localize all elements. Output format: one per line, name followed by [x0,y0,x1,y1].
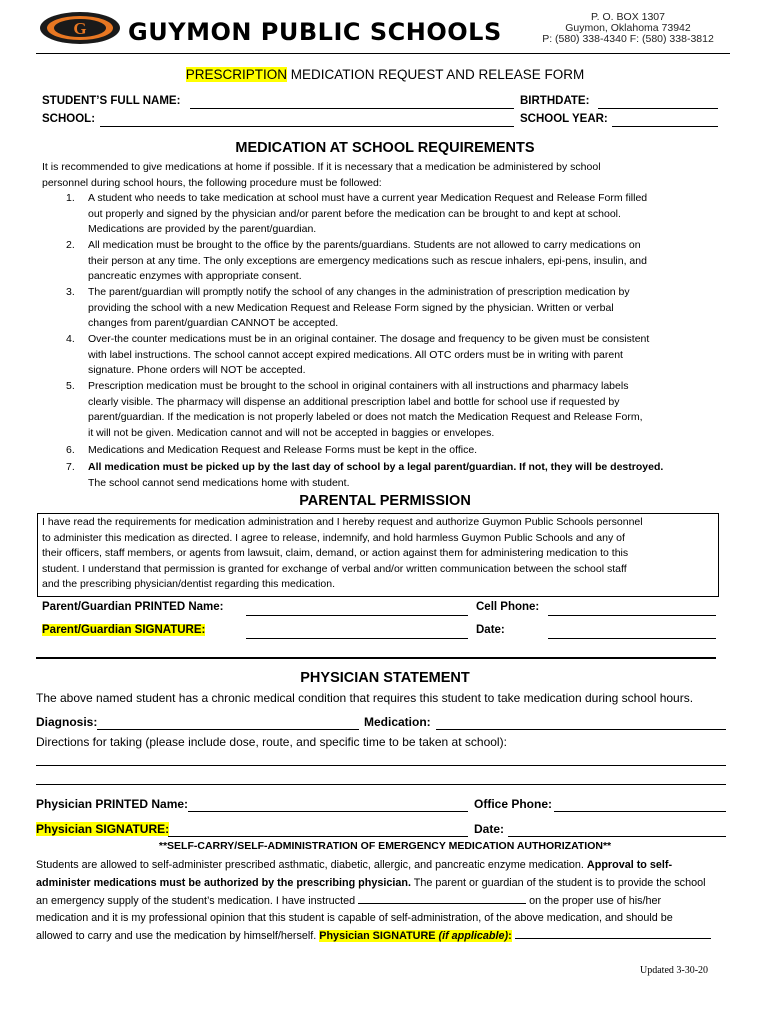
self-carry-text [36,857,736,946]
requirement-5 [42,379,742,441]
if-applicable-text: (if applicable) [435,930,509,943]
parent-signature-field[interactable] [246,638,468,639]
item-line: parent/guardian. If the medication is not properly labeled or does not match the Medication Request and Release Form, [88,411,643,423]
item-line: The parent/guardian will promptly notify the school of any changes in the administration of prescription medication by [88,286,630,298]
form-title [0,67,770,82]
address-line-3: P: (580) 338-4340 F: (580) 338-3812 [542,33,714,45]
item-line: Medications and Medication Request and Release Forms must be kept in the office. [88,444,478,456]
item-line: Prescription medication must be brought to the school in original containers with all instructions and pharmacy labels [88,380,629,392]
requirement-2 [42,238,742,285]
birthdate-field[interactable] [598,108,718,109]
self-carry-text-run: on the proper use of his/her [529,894,662,907]
medication-field[interactable] [436,729,726,730]
permission-line: their officers, staff members, or agents from lawsuit, claim, demand, or action against them for administering medication to this [42,547,629,559]
school-name: GUYMON PUBLIC SCHOOLS [128,18,502,46]
self-carry-signature-field[interactable] [515,938,711,939]
physician-statement: The above named student has a chronic medical condition that requires this student to take medication during school hours. [36,691,694,705]
item-number: 7. [66,461,75,473]
item-line: Medications are provided by the parent/guardian. [88,223,317,235]
item-line: A student who needs to take medication at school must have a current year Medication Request and Release Form filled [88,192,648,204]
permission-line: I have read the requirements for medication administration and I hereby request and authorize Guymon Public Schools personnel [42,516,643,528]
directions-field-line-1[interactable] [36,765,726,766]
item-line: with label instructions. The school cannot accept expired medications. All OTC orders must be in writing with parent [88,348,623,361]
item-number: 3. [66,286,75,298]
physician-signature-label: Physician SIGNATURE: [36,822,170,836]
item-line: Over-the counter medications must be in an original container. The dosage and frequency to be given must be consistent [88,333,650,345]
logo-letter: G [73,19,87,38]
parent-printed-name-field[interactable] [246,615,468,616]
self-carry-bold-run: administer medications must be authorized by the prescribing physician. [36,876,411,889]
school-label: SCHOOL: [42,113,96,125]
cell-phone-field[interactable] [548,615,716,616]
signature-colon: : [508,930,512,943]
logo-emblem [38,10,122,46]
directions-label: Directions for taking (please include dose, route, and specific time to be taken at school): [36,735,507,749]
parental-permission-box [37,513,719,597]
item-line: pancreatic enzymes with appropriate consent. [88,270,302,282]
school-field[interactable] [100,126,514,127]
student-name-label: STUDENT’S FULL NAME: [42,95,181,107]
school-year-label: SCHOOL YEAR: [520,113,608,125]
permission-line: and the prescribing physician/dentist regarding this medication. [42,578,336,590]
permission-line: to administer this medication as directed. I agree to release, indemnify, and hold harmless Guymon Public Schools and any of [42,531,625,544]
item-line: signature. Phone orders will NOT be accepted. [88,364,306,376]
self-carry-heading: **SELF-CARRY/SELF-ADMINISTRATION OF EMERGENCY MEDICATION AUTHORIZATION** [158,840,612,852]
office-phone-field[interactable] [554,811,726,812]
diagnosis-field[interactable] [97,729,359,730]
self-carry-line-3 [36,893,736,911]
address-line-2: Guymon, Oklahoma 73942 [565,22,691,34]
physician-date-label: Date: [474,822,505,836]
parent-date-field[interactable] [548,638,716,639]
physician-printed-name-label: Physician PRINTED Name: [36,797,189,811]
item-number: 4. [66,333,75,345]
item-line: changes from parent/guardian CANNOT be accepted. [88,317,339,329]
item-line-bold: All medication must be picked up by the last day of school by a legal parent/guardian. If not, they will be destroyed. [88,461,664,473]
physician-printed-name-field[interactable] [188,811,468,812]
header [0,0,770,60]
physician-date-field[interactable] [508,836,726,837]
self-carry-bold-run: Approval to self- [586,859,673,871]
self-carry-text-run: allowed to carry and use the medication by himself/herself. [36,930,320,943]
item-number: 6. [66,444,75,456]
parental-heading: PARENTAL PERMISSION [299,493,471,509]
permission-line: student. I understand that permission is granted for exchange of verbal and/or written communication between the school staff [42,562,627,575]
item-line: their person at any time. The only exceptions are emergency medications such as rescue inhalers, epi-pens, insulin, and [88,254,647,267]
requirement-1 [42,191,742,238]
self-carry-line-1 [36,857,736,875]
parent-signature-label: Parent/Guardian SIGNATURE: [42,624,206,636]
item-number: 1. [66,192,75,204]
item-line: it will not be given. Medication cannot and will not be accepted in baggies or envelopes. [88,426,495,439]
requirement-3 [42,285,742,332]
self-carry-text-run: The parent or guardian of the student is to provide the school [410,876,706,889]
self-carry-text-run: an emergency supply of the student’s medication. I have instructed [36,894,356,907]
item-line: clearly visible. The pharmacy will dispense an additional prescription label and bottle for school use if requested by [88,395,620,408]
section-divider [36,657,716,659]
intro-line-1: It is recommended to give medications at home if possible. If it is necessary that a medication be administered by school [42,161,601,173]
intro-line-2: personnel during school hours, the following procedure must be followed: [42,176,382,189]
self-carry-line-4: medication and it is my professional opinion that this student is capable of self-administration, of the above medication, and should be [36,912,673,925]
directions-field-line-2[interactable] [36,784,726,785]
form-title-highlight: PRESCRIPTION [185,67,287,82]
requirement-7 [42,460,742,492]
form-title-rest: MEDICATION REQUEST AND RELEASE FORM [286,67,585,82]
item-line: The school cannot send medications home with student. [88,476,350,489]
cell-phone-label: Cell Phone: [476,601,540,613]
self-carry-line-5 [36,928,736,946]
self-carry-line-2 [36,875,736,893]
school-address [540,12,716,45]
physician-heading: PHYSICIAN STATEMENT [300,670,470,686]
item-number: 2. [66,239,75,251]
item-line: providing the school with a new Medication Request and Release Form signed by the physician. Written or verbal [88,301,614,314]
physician-signature-field[interactable] [168,836,468,837]
school-logo [38,10,122,46]
signature-label-text: Physician SIGNATURE [319,930,436,943]
physician-signature-label-2 [319,930,511,942]
parent-date-label: Date: [476,624,505,636]
medication-label: Medication: [364,715,431,729]
birthdate-label: BIRTHDATE: [520,95,590,107]
student-name-blank[interactable] [358,903,526,904]
school-year-field[interactable] [612,126,718,127]
parent-printed-name-label: Parent/Guardian PRINTED Name: [42,601,224,613]
requirements-intro [42,160,732,191]
requirements-heading: MEDICATION AT SCHOOL REQUIREMENTS [235,140,535,156]
self-carry-text-run: Students are allowed to self-administer prescribed asthmatic, diabetic, allergic, and pancreatic enzyme medication. [36,859,587,871]
item-line: All medication must be brought to the office by the parents/guardians. Students are not allowed to carry medications on [88,239,641,251]
diagnosis-label: Diagnosis: [36,715,98,729]
requirement-4 [42,332,742,379]
requirement-6 [42,443,742,459]
item-number: 5. [66,380,75,392]
student-name-field[interactable] [190,108,514,109]
header-divider [36,53,730,54]
office-phone-label: Office Phone: [474,797,553,811]
address-line-1: P. O. BOX 1307 [591,11,665,23]
item-line: out properly and signed by the physician and/or parent before the medication can be brought to and kept at school. [88,207,621,220]
updated-date: Updated 3-30-20 [640,965,709,976]
